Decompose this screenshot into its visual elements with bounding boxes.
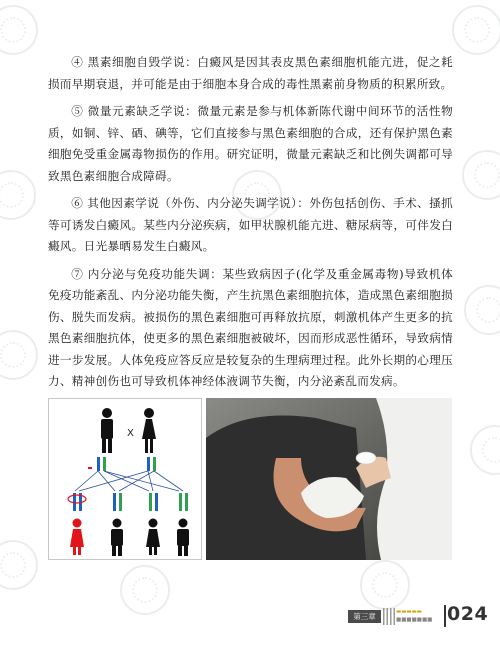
footer-brand-logo	[396, 608, 444, 624]
watermark-seal	[0, 5, 38, 55]
genetic-inheritance-diagram	[48, 398, 202, 560]
watermark-seal	[464, 285, 500, 335]
paragraph-4: ④ 黑素细胞自毁学说：白癜风是因其表皮黑色素细胞机能亢进，促之耗损而早期衰退，并可能是由于细胞本身合成的毒性黑素前身物质的积累所致。	[48, 55, 453, 91]
watermark-seal	[0, 330, 38, 380]
bandage-roll	[356, 452, 376, 464]
watermark-seal	[0, 170, 36, 220]
child-figure-carrier-female	[146, 519, 160, 556]
parent-chromosomes	[88, 457, 156, 471]
page-number-divider	[444, 605, 446, 627]
parent-male-figure	[101, 408, 113, 453]
parent-female-figure	[142, 408, 156, 453]
pedigree-svg	[49, 399, 201, 559]
watermark-seal	[452, 5, 500, 55]
footer-brand-subline: ■■■■■■■	[396, 617, 433, 623]
paragraph-5: ⑤ 微量元素缺乏学说：微量元素是参与机体新陈代谢中间环节的活性物质，如铜、锌、硒、碘等，它们直接参与黑色素细胞的合成，还有保护黑色素细胞免受重金属毒物损伤的作用。研究证明，微量元素缺乏和比例失调都可导致黑色素细胞合成障碍。	[48, 104, 453, 183]
child-chromosomes	[68, 493, 188, 511]
inheritance-lines	[75, 471, 183, 491]
cross-symbol: X	[127, 428, 134, 439]
child-figure-affected-red	[70, 519, 84, 556]
watermark-seal	[462, 150, 500, 200]
watermark-seal	[0, 540, 38, 590]
watermark-seal	[470, 425, 500, 475]
child-figure-carrier	[111, 519, 123, 557]
page-number: 024	[447, 603, 489, 625]
child-figure-normal	[177, 519, 189, 557]
paragraph-7: ⑦ 内分泌与免疫功能失调：某些致病因子(化学及重金属毒物)导致机体免疫功能紊乱、内分泌功能失衡，产生抗黑色素细胞抗体，造成黑色素细胞损伤、脱失而发病。被损伤的黑色素细胞可再释放抗原，刺激机体产生更多的抗黑色素细胞抗体，使更多的黑色素细胞被破坏，因而形成恶性循环，导致病情进一步发展。人体免疫应答反应是较复杂的生理病理过程。此外长期的心理压力、精神创伤也可导致机体神经体液调节失衡，内分泌紊乱而发病。	[48, 266, 453, 388]
figures-row	[48, 398, 452, 560]
chapter-label: 第三章	[348, 610, 381, 623]
footer-stripes	[383, 608, 395, 625]
footer-brand-line: ▬▬▬▬▬	[396, 609, 422, 615]
paragraph-6: ⑥ 其他因素学说（外伤、内分泌失调学说）：外伤包括创伤、手术、搔抓等可诱发白癜风。某些内分泌疾病，如甲状腺机能亢进、糖尿病等，可伴发白癜风。日光暴晒易发生白癜风。	[48, 196, 453, 253]
body-text	[48, 52, 453, 399]
photo-illustration	[206, 398, 452, 560]
bandaging-arm-photo	[206, 398, 452, 560]
